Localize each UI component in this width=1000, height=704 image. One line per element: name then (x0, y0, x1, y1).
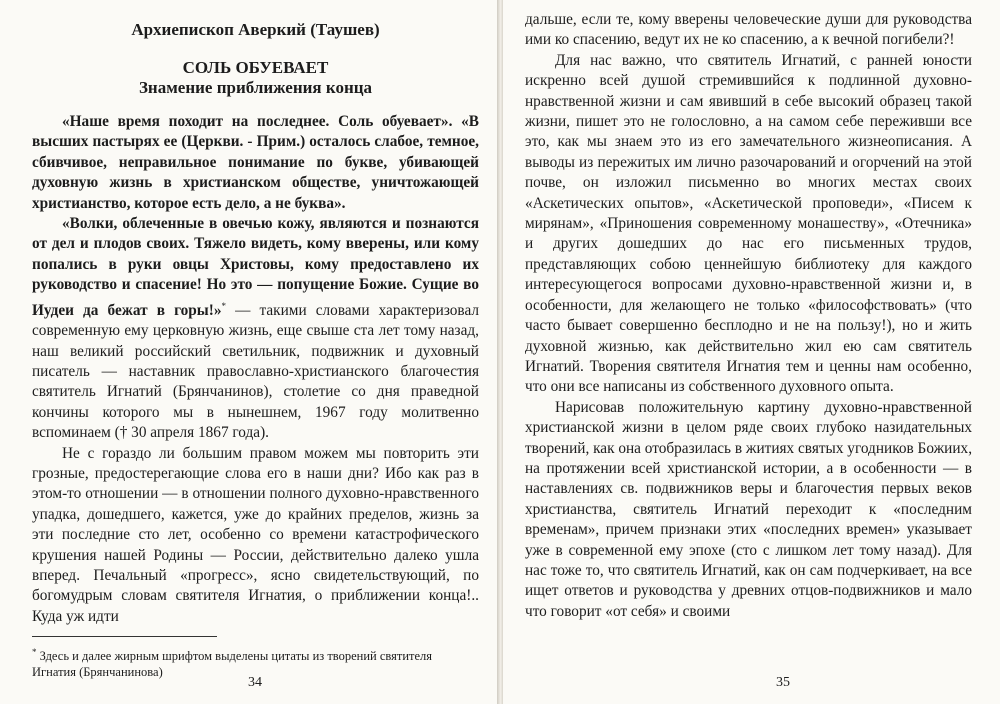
left-page (0, 0, 497, 704)
footnote-divider (32, 636, 217, 637)
footnote-text: Здесь и далее жирным шрифтом выделены цитаты из творений святителя Игнатия (Брянчанинова) (32, 649, 433, 680)
footnote-marker[interactable]: * (221, 300, 226, 311)
quote-paragraph-2 (32, 214, 479, 444)
page-number-right: 35 (776, 675, 790, 690)
paragraph-4: Нарисовав положительную картину духовно-нравственной христианской жизни в целом ряде своих глубоко назидательных творений, как она отобразилась в житиях святых угодников Божиих, на протяжении всей христианской истории, а в особенности — в наставлениях св. подвижников веры и благочестия первых веков христианства, святитель Игнатий переходит к «последним временам», причем признаки этих «последних времен» указывает уже в современной ему эпохе (сто с лишком лет тому назад). Для нас тоже то, что святитель Игнатий, как он сам подчеркивает, на все ищет ответов и руководства у древних отцов-подвижников и мало что говорит «от себя» и своими (525, 398, 973, 620)
page-number-left: 34 (248, 675, 262, 690)
footnote-mark-ref: * (32, 647, 37, 657)
author-heading: Архиепископ Аверкий (Таушев) (131, 20, 380, 39)
article-subtitle: Знамение приближения конца (138, 78, 373, 97)
paragraph-3: Для нас важно, что святитель Игнатий, с ранней юности искренно всей душой стремившийся к подлинной духовно-нравственной жизни и сам явивший в себе высокий образец такой жизни, пишет это не голословно, а на самом себе переживши все это, как мы знаем это из его замечательного жизнеописания. А выводы из пережитых им лично разочарований и огорчений на этой почве, он изложил письменно во многих местах своих «Аскетических опытов», «Аскетической проповеди», «Писем к мирянам», «Приношения современному монашеству», «Отечника» и других дошедших до нас его письменных трудов, представляющих собою ценнейшую библиотеку для каждого интересующегося вопросами духовно-нравственной жизни и, в особенности, для желающего не только «философствовать» (что часто бывает совершенно бесплодно и не на пользу!), но и жить духовной жизнью, как действительно жил ею сам святитель Игнатий. Творения святителя Игнатия тем и ценны нам особенно, что они все написаны из собственного духовного опыта. (525, 51, 972, 396)
article-title: СОЛЬ ОБУЕВАЕТ (182, 58, 329, 77)
right-page (503, 0, 1000, 704)
quote-paragraph-1 (32, 112, 479, 214)
paragraph-2: Не с гораздо ли большим правом можем мы повторить эти грозные, предостерегающие слова его в наши дни? Ибо как раз в этом-то отношении — в отношении полного духовно-нравственного упадка, дошедшего, кажется, уже до крайних пределов, жизнь за эти последние сто лет, особенно со времени катастрофического крушения нашей Родины — России, действительно далеко ушла вперед. Печальный «прогресс», ясно свидетельствующий, по богомудрым словам святителя Игнатия, о приближении конца!.. Куда уж идти (32, 444, 479, 625)
paragraph-continued: дальше, если те, кому вверены человеческие души для руководства ими ко спасению, ведут их не ко спасению, а к вечной погибели?! (525, 11, 972, 49)
quote-1-text: «Наше время походит на последнее. Соль обуевает». «В высших пастырях ее (Церкви. - Прим.) осталось слабое, темное, сбивчивое, неправильное понимание по букве, убивающей духовную жизнь в христианском обществе, уничтожающей христианство, которое есть дело, а не буква». (32, 113, 479, 212)
quote-2-text: «Волки, облеченные в овечью кожу, являются и познаются от дел и плодов своих. Тяжело видеть, кому вверены, или кому попались в руки овцы Христовы, кому предоставлено их руководство и спасение! Но это — попущение Божие. Сущие во Иудеи да бежат в горы!» (32, 215, 479, 319)
paragraph-1-rest: — такими словами характеризовал современную ему церковную жизнь, еще свыше ста лет тому назад, наш великий российский светильник, подвижник и духовный писатель — наставник православно-христианского благочестия святитель Игнатий (Брянчанинов), столетие со дня праведной кончины которого мы в нынешнем, 1967 году молитвенно вспоминаем († 30 апреля 1867 года). (32, 301, 479, 442)
